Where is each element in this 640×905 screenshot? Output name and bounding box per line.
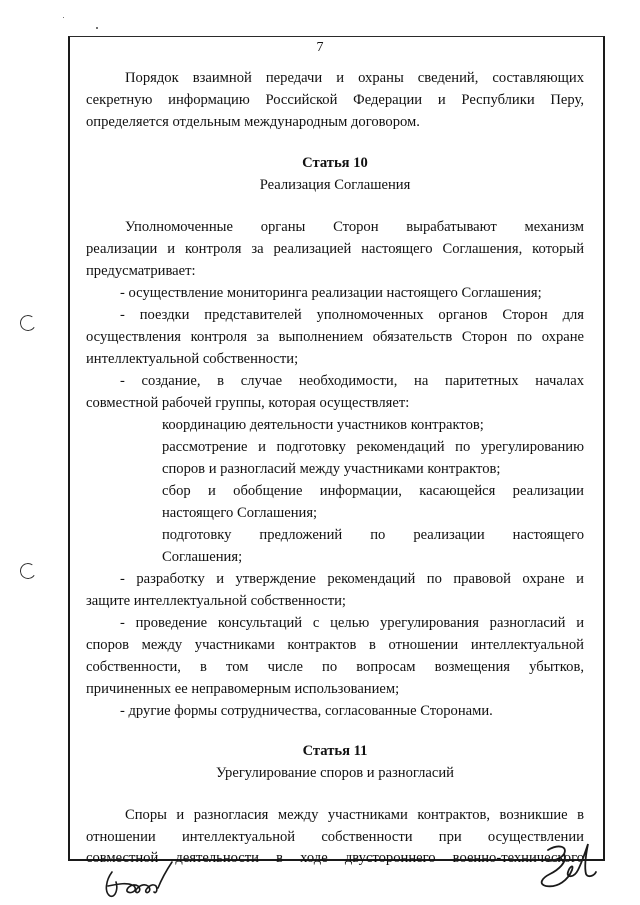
text-line: интеллектуальной собственности; (86, 351, 299, 367)
article-title: Статья 10 (302, 155, 368, 171)
binder-hole (19, 562, 38, 581)
text-line: совместной рабочей группы, которая осуществляет: (86, 395, 410, 411)
initials-signature-left (98, 858, 176, 900)
scan-speck (96, 27, 98, 29)
list-item: - создание, в случае необходимости, на паритетных началах (120, 373, 584, 389)
list-item: - разработку и утверждение рекомендаций по правовой охране и (120, 571, 584, 587)
text-line: причиненных ее неправомерным использованием; (86, 681, 400, 697)
sub-list-item: споров и разногласий между участниками контрактов; (162, 461, 501, 477)
list-item: - другие формы сотрудничества, согласованные Сторонами. (120, 703, 493, 719)
text-line: Порядок взаимной передачи и охраны сведений, составляющих (125, 70, 584, 86)
sub-list-item: координацию деятельности участников контрактов; (162, 417, 484, 433)
text-line: споров между участниками контрактов в отношении интеллектуальной (86, 637, 584, 653)
initials-signature-right (528, 840, 602, 890)
text-line: осуществления контроля за выполнением обязательств Сторон по охране (86, 329, 584, 345)
list-item: - проведение консультаций с целью урегулирования разногласий и (120, 615, 584, 631)
text-line: защите интеллектуальной собственности; (86, 593, 346, 609)
text-line: предусматривает: (86, 263, 196, 279)
sub-list-item: подготовку предложений по реализации настоящего (162, 527, 584, 543)
sub-list-item: настоящего Соглашения; (162, 505, 318, 521)
text-line: секретную информацию Российской Федерации и Республики Перу, (86, 92, 584, 108)
sub-list-item: рассмотрение и подготовку рекомендаций по урегулированию (162, 439, 584, 455)
list-item: - осуществление мониторинга реализации настоящего Соглашения; (120, 285, 542, 301)
text-line: реализации и контроля за реализацией настоящего Соглашения, который (86, 241, 584, 257)
text-line: собственности, в том числе по вопросам возмещения убытков, (86, 659, 584, 675)
text-line: Споры и разногласия между участниками контрактов, возникшие в (125, 807, 584, 823)
text-line: Уполномоченные органы Сторон вырабатывают механизм (125, 219, 584, 235)
article-title: Статья 11 (302, 743, 368, 759)
sub-list-item: сбор и обобщение информации, касающейся реализации (162, 483, 584, 499)
article-subtitle: Реализация Соглашения (259, 177, 411, 193)
article-subtitle: Урегулирование споров и разногласий (216, 765, 454, 781)
list-item: - поездки представителей уполномоченных органов Сторон для (120, 307, 584, 323)
scan-speck (63, 17, 64, 18)
page-number: 7 (316, 40, 324, 55)
binder-hole (19, 314, 38, 333)
text-line: определяется отдельным международным договором. (86, 114, 420, 130)
sub-list-item: Соглашения; (162, 549, 243, 565)
text-line: отношении интеллектуальной собственности при осуществлении (86, 829, 584, 845)
text-line: совместной деятельности в ходе двустороннего военно-технического (86, 850, 584, 866)
